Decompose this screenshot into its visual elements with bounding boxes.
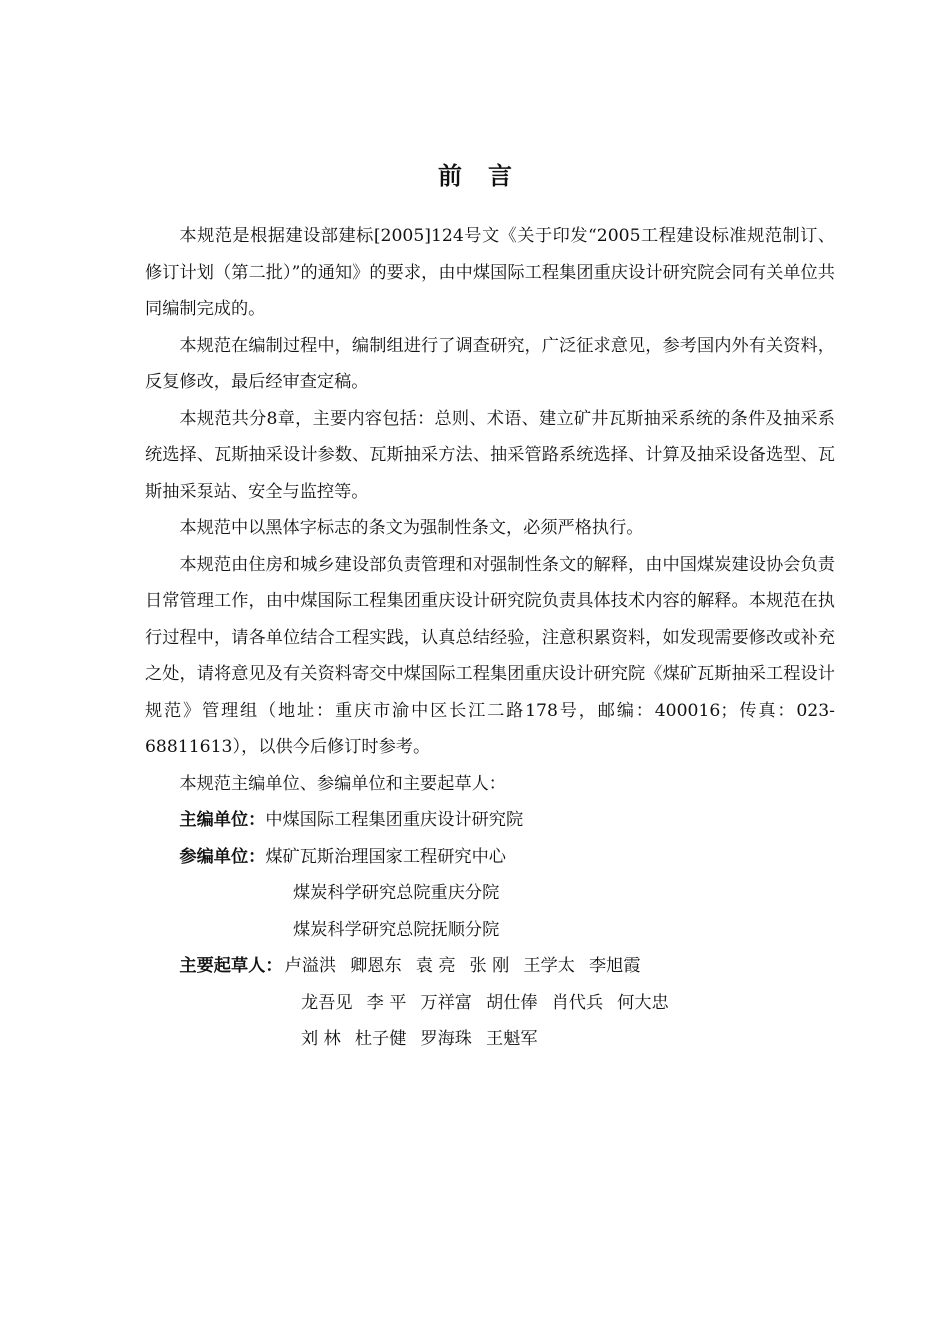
- drafter-name: 卢溢洪: [284, 956, 337, 976]
- participating-editor-2: 煤炭科学研究总院重庆分院: [293, 883, 500, 903]
- paragraph-management: 本规范由住房和城乡建设部负责管理和对强制性条文的解释，由中国煤炭建设协会负责日常管理工作，由中煤国际工程集团重庆设计研究院负责具体技术内容的解释。本规范在执行过程中，请各单位结合工程实践，认真总结经验，注意积累资料，如发现需要修改或补充之处，请将意见及有关资料寄交中煤国际工程集团重庆设计研究院《煤矿瓦斯抽采工程设计规范》管理组（地址：重庆市渝中区长江二路178号，邮编：400016；传真：023-68811613），以供今后修订时参考。: [145, 554, 835, 757]
- drafter-name: 袁 亮: [415, 956, 456, 976]
- drafter-name: 李旭霞: [588, 956, 641, 976]
- paragraph-contents: 本规范共分8章，主要内容包括：总则、术语、建立矿井瓦斯抽采系统的条件及抽采系统选择、瓦斯抽采设计参数、瓦斯抽采方法、抽采管路系统选择、计算及抽采设备选型、瓦斯抽采泵站、安全与监控等。: [145, 408, 835, 502]
- drafter-name: 肖代兵: [551, 992, 604, 1013]
- drafters-line-2: [145, 985, 835, 1022]
- chief-editor-value: 中煤国际工程集团重庆设计研究院: [265, 810, 524, 830]
- participating-editor-3: 煤炭科学研究总院抚顺分院: [293, 919, 500, 940]
- document-body: [145, 218, 835, 1058]
- drafter-name: 胡仕俸: [486, 992, 538, 1013]
- drafter-name: 万祥富: [420, 992, 472, 1013]
- chief-editor-line: [145, 802, 835, 839]
- drafter-name: 杜子健: [354, 1029, 407, 1049]
- paragraph-mandatory: 本规范中以黑体字标志的条文为强制性条文，必须严格执行。: [179, 518, 644, 538]
- drafters-line-3: [145, 1021, 835, 1058]
- paragraph-process: 本规范在编制过程中，编制组进行了调查研究，广泛征求意见，参考国内外有关资料，反复修改，最后经审查定稿。: [145, 335, 835, 392]
- drafter-name: 卿恩东: [350, 956, 402, 976]
- drafters-line-1: [145, 948, 835, 985]
- drafter-name: 王学太: [523, 956, 575, 976]
- participating-editors-line: [145, 839, 835, 876]
- drafter-name: 龙吾见: [301, 992, 353, 1013]
- page-title: 前言: [438, 162, 538, 190]
- paragraph-units-intro: 本规范主编单位、参编单位和主要起草人：: [179, 773, 506, 794]
- drafter-name: 何大忠: [617, 992, 669, 1013]
- chief-editor-label: 主编单位：: [179, 810, 266, 830]
- drafter-name: 罗海珠: [420, 1029, 472, 1049]
- participating-editor-1: 煤矿瓦斯治理国家工程研究中心: [265, 846, 506, 867]
- paragraph-basis: 本规范是根据建设部建标[2005]124号文《关于印发“2005工程建设标准规范制订、修订计划（第二批）”的通知》的要求，由中煤国际工程集团重庆设计研究院会同有关单位共同编制完成的。: [145, 226, 835, 319]
- participating-editors-label: 参编单位：: [179, 846, 266, 867]
- drafter-name: 李 平: [366, 992, 407, 1013]
- drafter-name: 王魁军: [486, 1029, 538, 1049]
- drafter-name: 张 刚: [469, 956, 510, 976]
- drafter-name: 刘 林: [301, 1029, 341, 1049]
- drafters-label: 主要起草人：: [179, 956, 283, 976]
